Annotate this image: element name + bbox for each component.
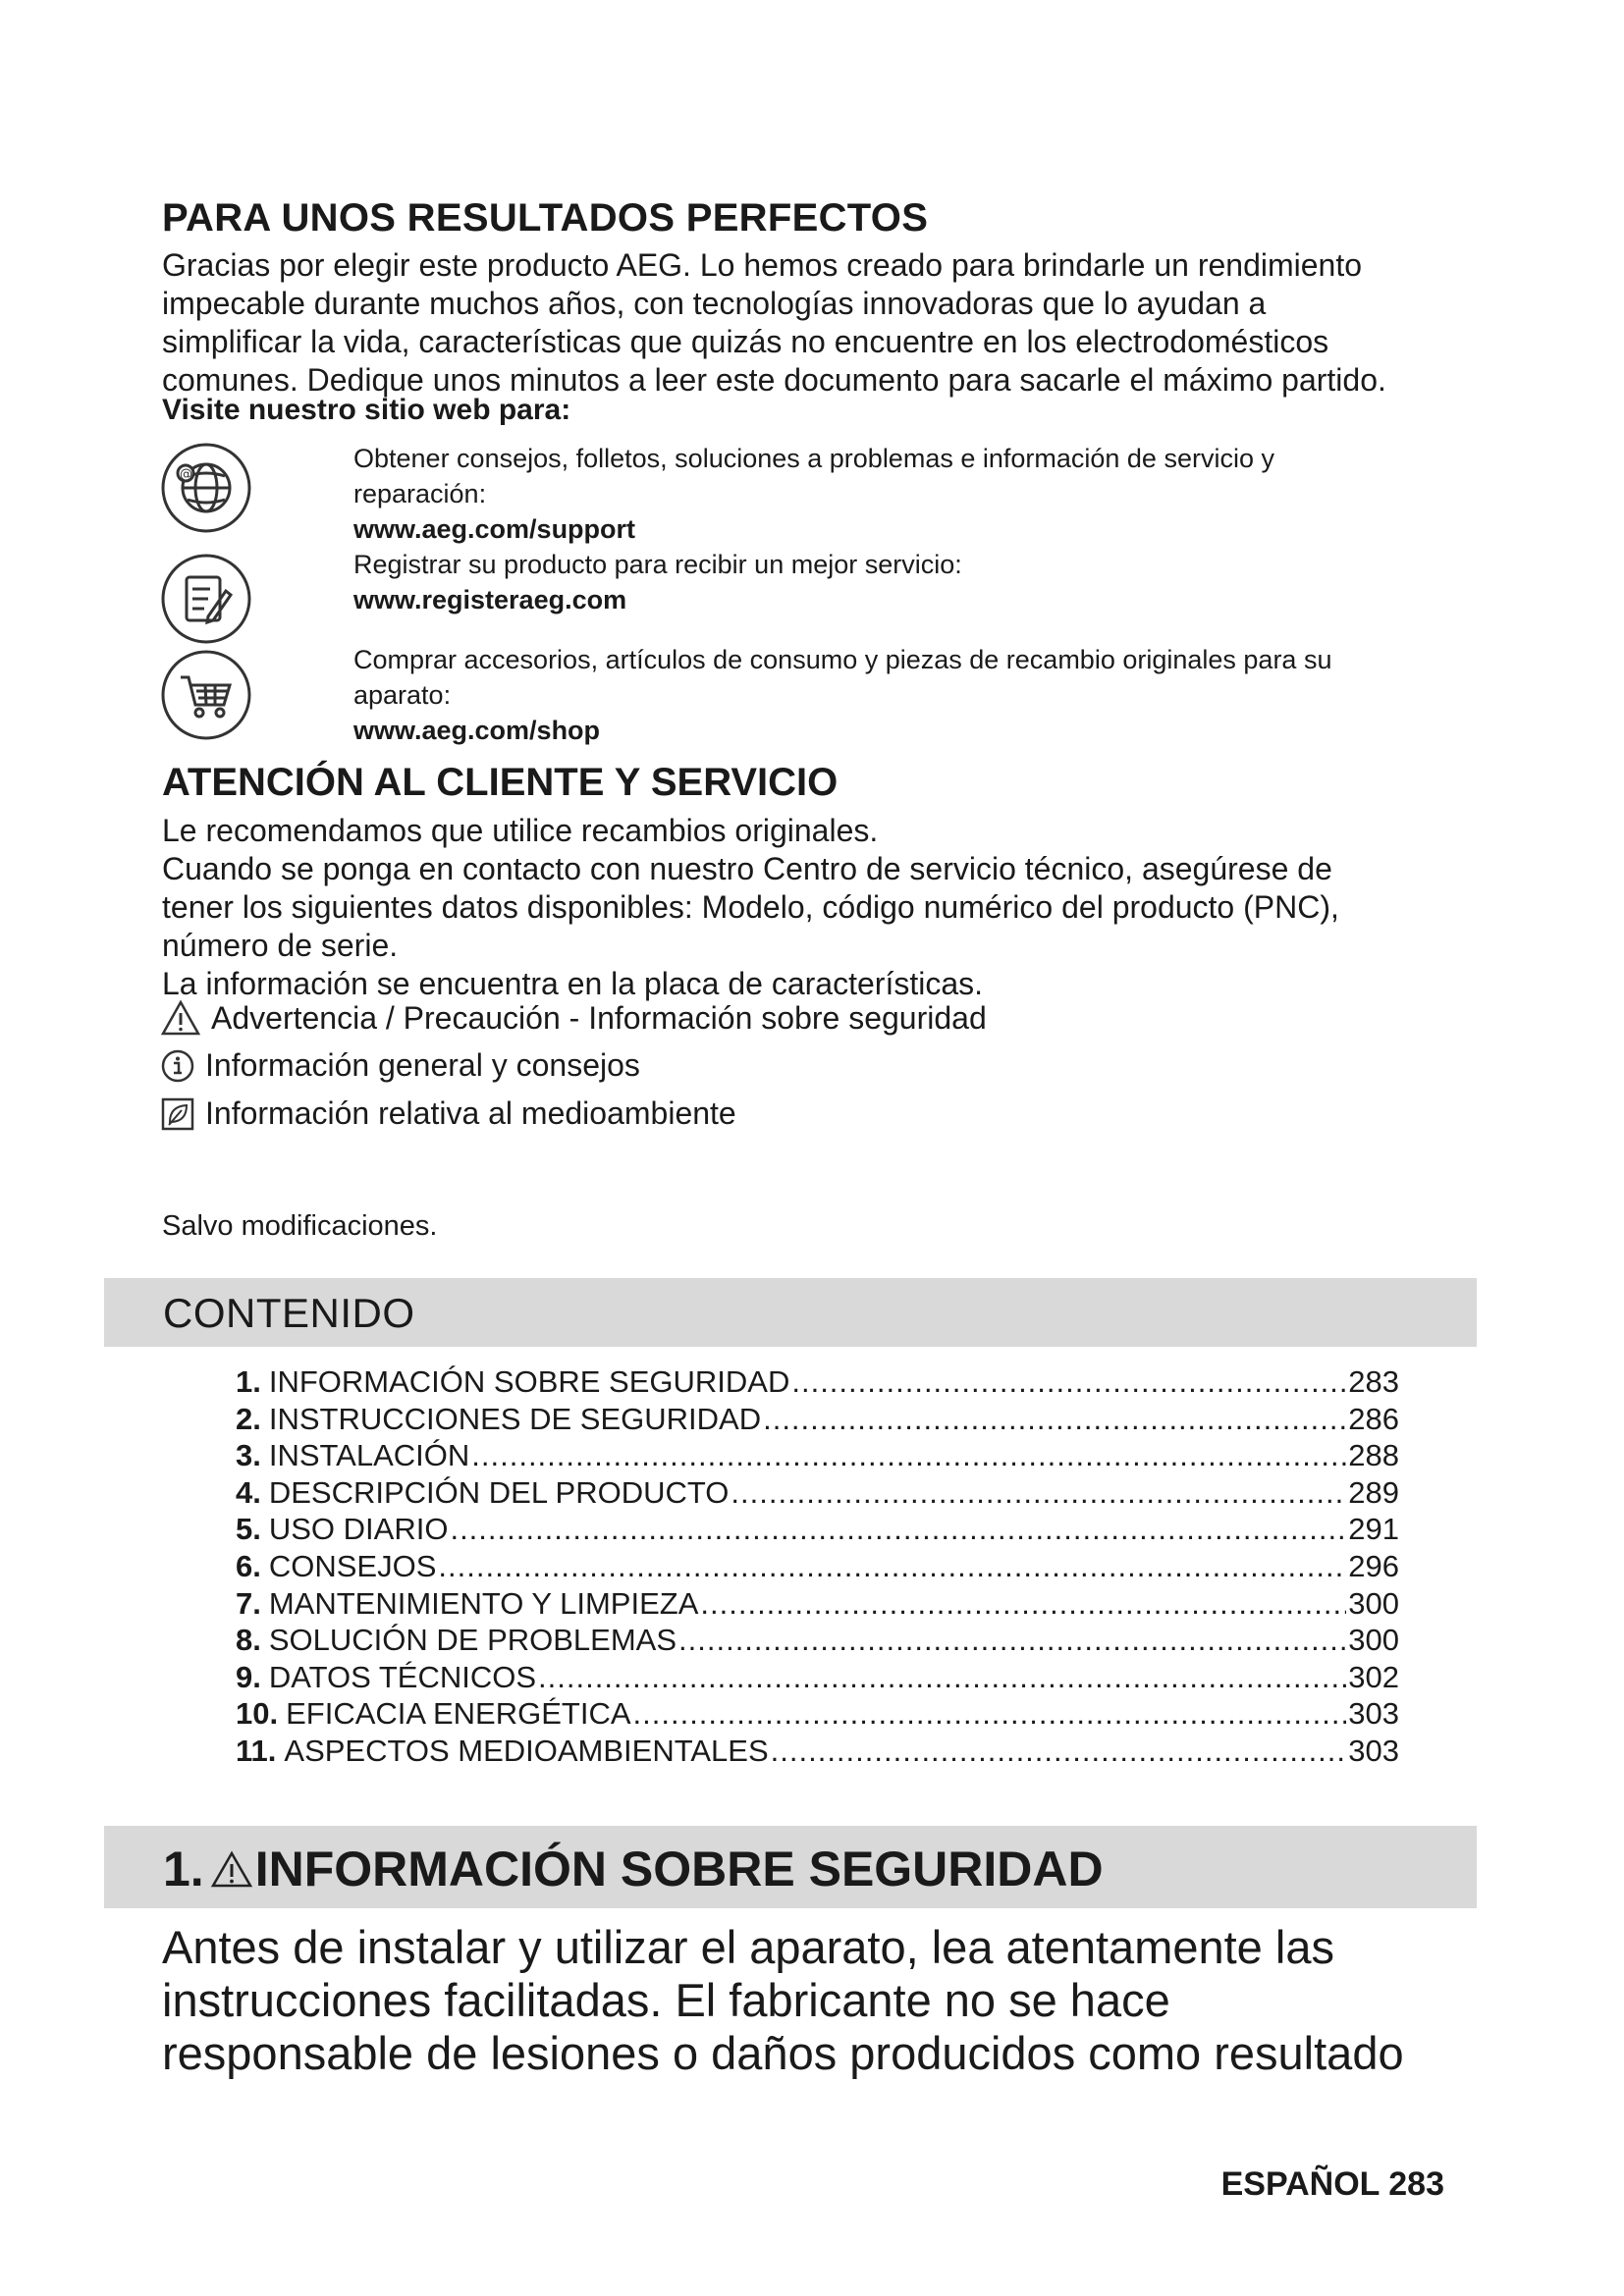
web-item-support: [353, 441, 1483, 547]
intro-line: simplificar la vida, características que quizás no encuentre en los electrodomésticos: [162, 324, 1329, 359]
toc-item[interactable]: [236, 1623, 1399, 1660]
toc-item[interactable]: [236, 1696, 1399, 1734]
table-of-contents: [236, 1364, 1399, 1771]
toc-label: CONSEJOS: [268, 1548, 437, 1583]
toc-page: 303: [1348, 1696, 1399, 1732]
toc-number: 5.: [236, 1512, 261, 1547]
toc-leader: [538, 1660, 1346, 1695]
section-intro-line: Antes de instalar y utilizar el aparato, lea atentamente las: [162, 1921, 1334, 1973]
legend-text: Advertencia / Precaución - Información sobre seguridad: [211, 999, 987, 1036]
register-link[interactable]: www.registeraeg.com: [353, 585, 627, 614]
toc-page: 288: [1348, 1438, 1399, 1473]
registration-icon: [159, 552, 253, 646]
toc-label: SOLUCIÓN DE PROBLEMAS: [268, 1623, 677, 1658]
toc-leader: [700, 1586, 1346, 1622]
globe-icon: [159, 441, 253, 535]
web-item-register: [353, 547, 1483, 617]
legend-info: [160, 1047, 640, 1084]
customer-service-title: ATENCIÓN AL CLIENTE Y SERVICIO: [162, 761, 839, 804]
toc-leader: [731, 1475, 1346, 1511]
section-intro-line: instrucciones facilitadas. El fabricante no se hace: [162, 1974, 1170, 2026]
legend-warning: [160, 999, 987, 1037]
shopping-cart-icon: [159, 648, 253, 742]
toc-leader: [771, 1734, 1347, 1769]
modifications-note: Salvo modificaciones.: [162, 1210, 438, 1242]
toc-leader: [678, 1623, 1346, 1658]
cs-line: Cuando se ponga en contacto con nuestro Centro de servicio técnico, asegúrese de: [162, 851, 1332, 886]
toc-item[interactable]: [236, 1438, 1399, 1475]
support-link[interactable]: www.aeg.com/support: [353, 514, 636, 544]
toc-leader: [633, 1696, 1347, 1732]
web-item-shop: [353, 642, 1483, 748]
toc-number: 7.: [236, 1585, 261, 1621]
shop-link[interactable]: www.aeg.com/shop: [353, 716, 601, 745]
intro-line: comunes. Dedique unos minutos a leer este documento para sacarle el máximo partido.: [162, 362, 1386, 398]
toc-item[interactable]: [236, 1734, 1399, 1771]
contents-header: [104, 1278, 1477, 1347]
section-title-text: INFORMACIÓN SOBRE SEGURIDAD: [254, 1842, 1104, 1896]
toc-number: 4.: [236, 1474, 261, 1510]
toc-leader: [791, 1364, 1346, 1400]
toc-item[interactable]: [236, 1586, 1399, 1624]
toc-leader: [471, 1438, 1346, 1473]
toc-page: 300: [1348, 1623, 1399, 1658]
toc-label: DATOS TÉCNICOS: [268, 1659, 537, 1694]
toc-label: ASPECTOS MEDIOAMBIENTALES: [284, 1733, 769, 1768]
toc-item[interactable]: [236, 1364, 1399, 1402]
toc-page: 286: [1348, 1401, 1399, 1436]
section-header: [104, 1826, 1477, 1908]
cs-line: La información se encuentra en la placa de características.: [162, 966, 984, 1001]
toc-number: 3.: [236, 1438, 261, 1473]
toc-page: 283: [1348, 1364, 1399, 1399]
web-item-line: Obtener consejos, folletos, soluciones a problemas e información de servicio y: [353, 444, 1274, 473]
visit-heading: Visite nuestro sitio web para:: [162, 394, 571, 426]
intro-line: impecable durante muchos años, con tecnologías innovadoras que lo ayudan a: [162, 286, 1267, 321]
web-item-line: Registrar su producto para recibir un mejor servicio:: [353, 550, 962, 579]
svg-text:@: @: [180, 467, 192, 482]
legend-text: Información relativa al medioambiente: [205, 1095, 736, 1131]
toc-page: 302: [1348, 1659, 1399, 1694]
cs-line: número de serie.: [162, 928, 399, 963]
warning-icon: [210, 1849, 253, 1889]
info-icon: [160, 1048, 195, 1084]
section-number: 1.: [163, 1842, 204, 1896]
toc-page: 296: [1348, 1548, 1399, 1583]
environment-icon: [160, 1096, 195, 1132]
toc-page: 291: [1348, 1512, 1399, 1547]
cs-line: tener los siguientes datos disponibles: Modelo, código numérico del producto (PNC),: [162, 889, 1339, 925]
page-footer: ESPAÑOL 283: [1220, 2165, 1444, 2203]
toc-leader: [763, 1402, 1346, 1437]
web-item-line: reparación:: [353, 479, 487, 508]
page-title: PARA UNOS RESULTADOS PERFECTOS: [162, 196, 929, 240]
toc-number: 1.: [236, 1364, 261, 1399]
customer-service-text: [162, 812, 1468, 1003]
legend-text: Información general y consejos: [205, 1047, 640, 1083]
toc-label: INSTALACIÓN: [268, 1438, 470, 1473]
toc-label: USO DIARIO: [268, 1512, 449, 1547]
toc-number: 10.: [236, 1696, 279, 1732]
section-intro-line: responsable de lesiones o daños producidos como resultado: [162, 2027, 1404, 2079]
toc-number: 11.: [236, 1733, 277, 1768]
toc-label: DESCRIPCIÓN DEL PRODUCTO: [268, 1474, 730, 1510]
toc-label: INFORMACIÓN SOBRE SEGURIDAD: [268, 1364, 790, 1399]
web-item-line: aparato:: [353, 680, 452, 710]
toc-page: 289: [1348, 1474, 1399, 1510]
intro-line: Gracias por elegir este producto AEG. Lo hemos creado para brindarle un rendimiento: [162, 247, 1363, 283]
section-title: [163, 1841, 1104, 1897]
toc-number: 9.: [236, 1659, 261, 1694]
toc-label: MANTENIMIENTO Y LIMPIEZA: [268, 1585, 699, 1621]
cs-line: Le recomendamos que utilice recambios originales.: [162, 813, 879, 848]
toc-item[interactable]: [236, 1475, 1399, 1513]
toc-item[interactable]: [236, 1512, 1399, 1549]
web-item-line: Comprar accesorios, artículos de consumo y piezas de recambio originales para su: [353, 645, 1332, 674]
toc-item[interactable]: [236, 1660, 1399, 1697]
contents-title: CONTENIDO: [163, 1290, 415, 1336]
toc-leader: [450, 1512, 1346, 1547]
toc-number: 2.: [236, 1401, 261, 1436]
toc-page: 303: [1348, 1733, 1399, 1768]
section-intro: [162, 1921, 1488, 2080]
toc-label: EFICACIA ENERGÉTICA: [286, 1696, 631, 1732]
toc-leader: [438, 1549, 1346, 1584]
toc-number: 8.: [236, 1623, 261, 1658]
legend-environment: [160, 1095, 736, 1132]
toc-label: INSTRUCCIONES DE SEGURIDAD: [268, 1401, 762, 1436]
intro-paragraph: [162, 246, 1468, 400]
toc-number: 6.: [236, 1548, 261, 1583]
toc-item[interactable]: [236, 1549, 1399, 1586]
toc-item[interactable]: [236, 1402, 1399, 1439]
warning-icon: [160, 999, 201, 1037]
toc-page: 300: [1348, 1585, 1399, 1621]
